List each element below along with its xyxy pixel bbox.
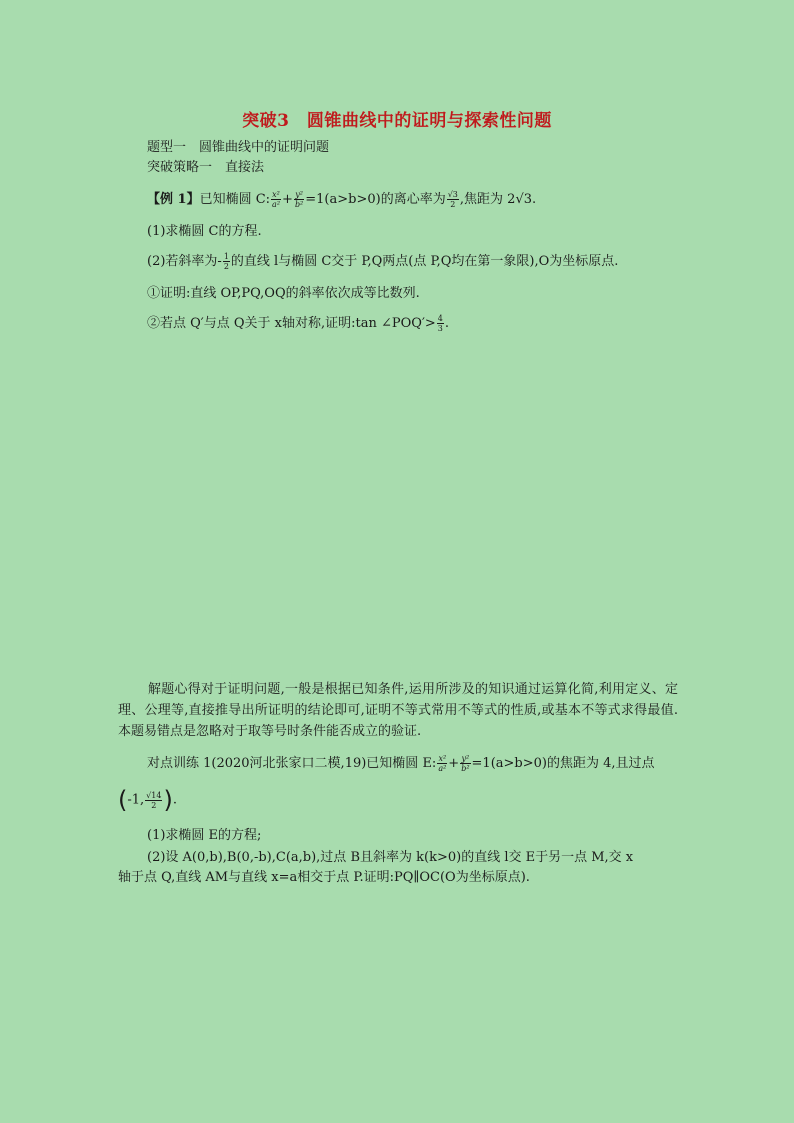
example-text-c: ,焦距为 2 [459,192,516,207]
fraction-y2-b2: $\frac{\text{y²}}{\text{b²}}$ [461,754,470,773]
example-label: 【例 1】 [147,192,200,207]
fraction-sqrt14-2: $\frac{√14}{2}$ [146,790,162,810]
question-2-part-2: ②若点 Q′与点 Q关于 x轴对称,证明:tan ∠POQ′> $\frac{4}{3}$ . [147,314,450,333]
fraction-x2-a2: $\frac{\text{x²}}{\text{a²}}$ [272,190,281,209]
practice-point: (-1, $\frac{√14}{2}$ ). [118,786,177,814]
fraction-4-3: $\frac{4}{3}$ [437,314,443,333]
question-2: (2)若斜率为- $\frac{1}{2}$ 的直线 l与椭圆 C交于 P,Q两点(点 P,Q均在第一象限),O为坐标原点. [147,252,619,271]
page-title: 突破3 圆锥曲线中的证明与探索性问题 [242,111,552,131]
fraction-x2-a2: $\frac{\text{x²}}{\text{a²}}$ [438,754,447,773]
practice-1: 对点训练 1(2020河北张家口二模,19)已知椭圆 E: $\frac{\text{x²}}{\text{a²}}$ + $\frac{\text{y²}}{\text{b²}}$ =1(a>b>0)的焦距为 4,且过点 [147,754,655,773]
practice-question-2-line-2: 轴于点 Q,直线 AM与直线 x=a相交于点 P.证明:PQ∥OC(O为坐标原点). [118,870,530,885]
example-text-b: =1(a>b>0)的离心率为 [305,192,446,207]
practice-question-1: (1)求椭圆 E的方程; [147,828,262,843]
solution-insight: 解题心得对于证明问题,一般是根据已知条件,运用所涉及的知识通过运算化简,利用定义、定理、公理等,直接推导出所证明的结论即可,证明不等式常用不等式的性质,或基本不等式求得最值.本题易错点是忽略对于取等号时条件能否成立的验证. [118,682,678,739]
fraction-1-2: $\frac{1}{2}$ [223,252,229,271]
example-sqrt3: √3 [515,192,532,207]
example-1: 【例 1】已知椭圆 C: $\frac{\text{x²}}{\text{a²}}$ + $\frac{\text{y²}}{\text{b²}}$ =1(a>b>0)的离心率为 $\frac{√3}{2}$ ,焦距为 2√3. [147,190,537,209]
fraction-sqrt3-2: $\frac{√3}{2}$ [447,190,458,209]
fraction-y2-b2: $\frac{\text{y²}}{\text{b²}}$ [294,190,304,209]
type-heading: 题型一 圆锥曲线中的证明问题 [147,140,330,155]
question-2-part-1: ①证明:直线 OP,PQ,OQ的斜率依次成等比数列. [147,286,420,301]
example-text-a: 已知椭圆 C: [199,192,271,207]
practice-question-2-line-1: (2)设 A(0,b),B(0,-b),C(a,b),过点 B且斜率为 k(k>0)的直线 l交 E于另一点 M,交 x [147,850,634,865]
strategy-heading: 突破策略一 直接法 [147,160,265,175]
question-1: (1)求椭圆 C的方程. [147,224,262,239]
